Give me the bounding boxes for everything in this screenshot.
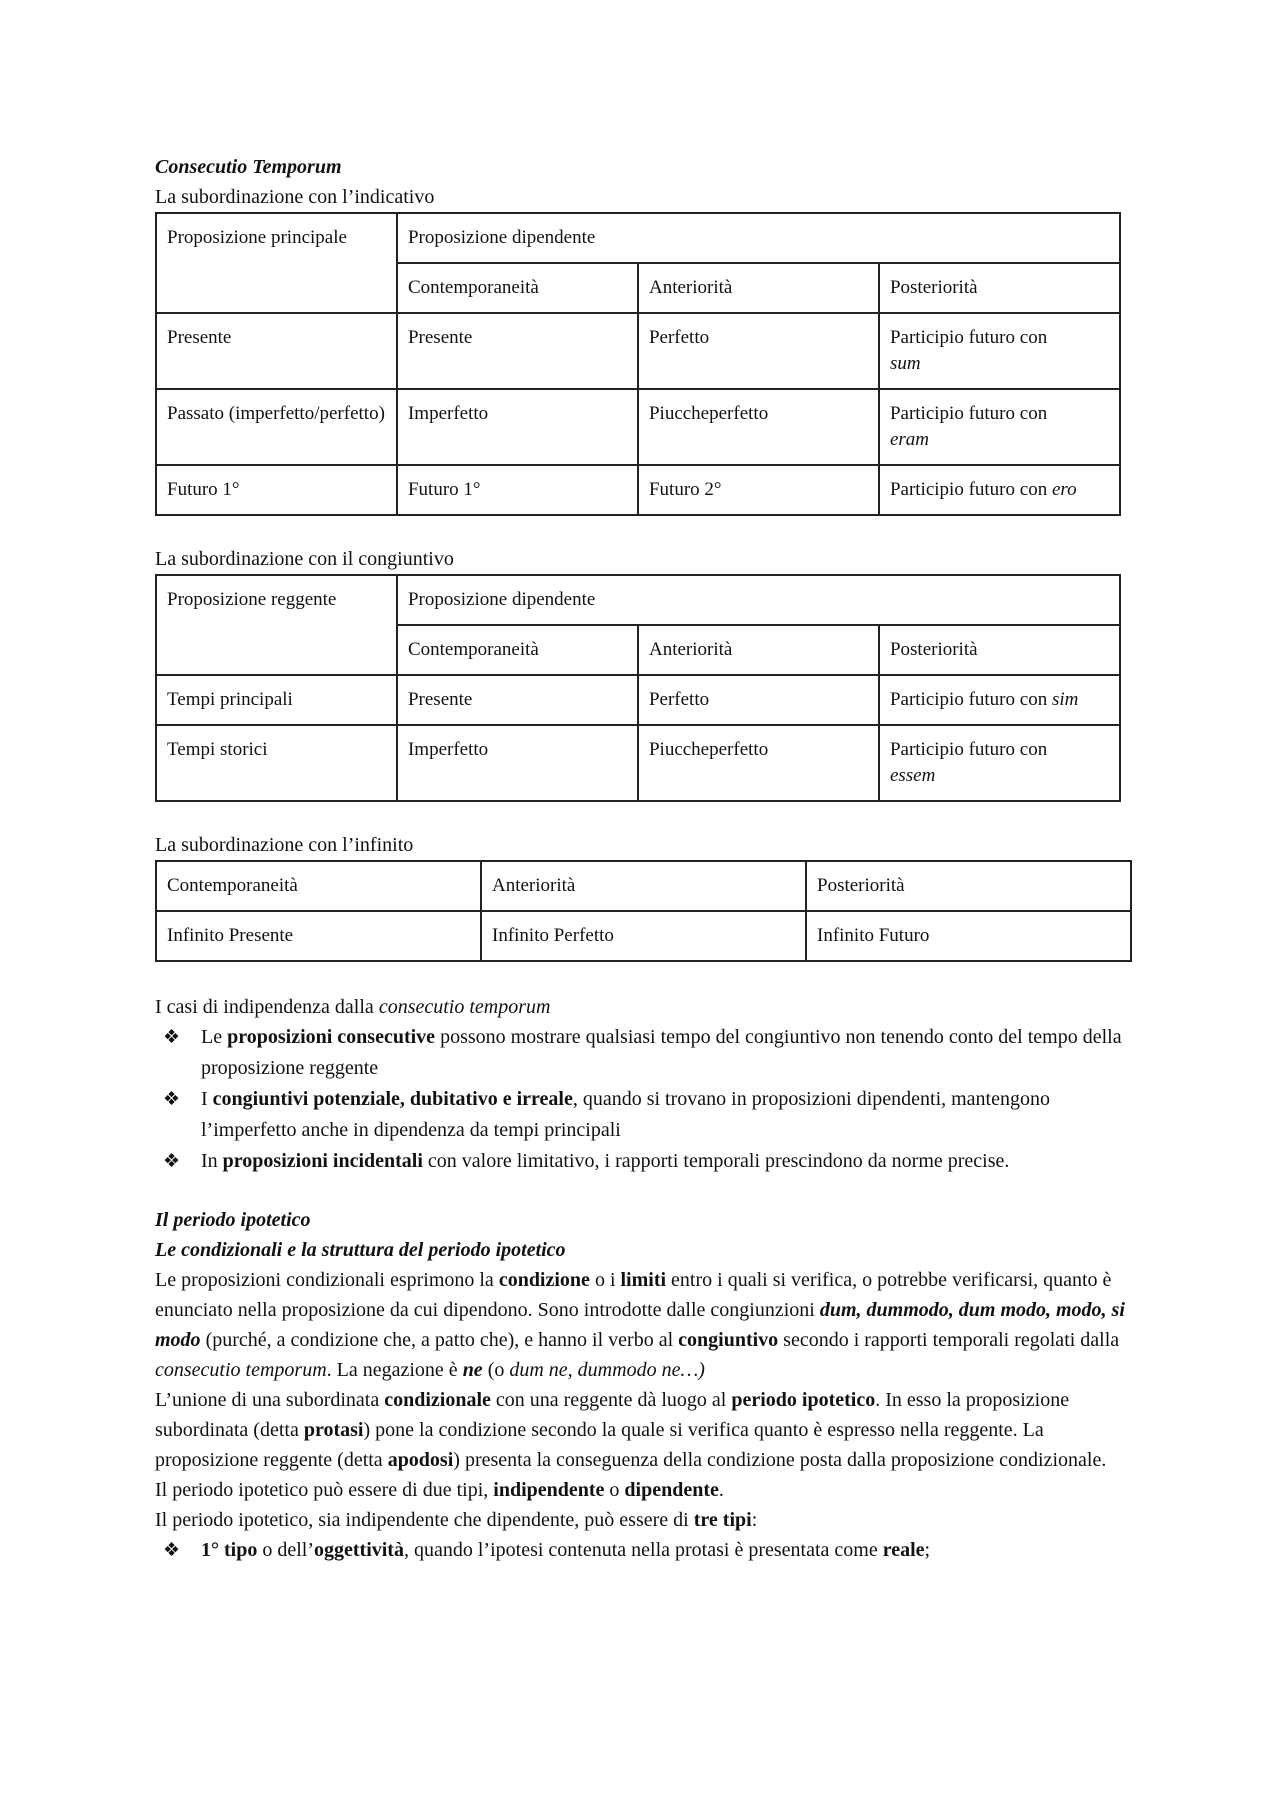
cell-main: Passato (imperfetto/perfetto) [156,389,397,465]
bold-text: condizione [498,1269,590,1291]
header-cell-main: Proposizione reggente [156,575,397,675]
text: L’unione di una subordinata [155,1389,380,1411]
text: Il periodo ipotetico può essere di due tipi, [155,1479,489,1501]
document-content [155,152,1130,1566]
cell-contemporaneita: Presente [397,313,638,389]
item-bold: proposizioni incidentali [222,1150,423,1172]
cell-text: Participio futuro con [889,327,1048,348]
text: . In esso la proposizione subordinata (detta [155,1389,1070,1441]
indipendenza-list [155,1022,1130,1177]
table-congiuntivo [155,574,1121,802]
cell-text: Participio futuro con [889,689,1048,710]
italic-text: dum ne, dummodo ne…) [509,1359,705,1381]
item-text: possono mostrare qualsiasi tempo del congiuntivo non tenendo conto del tempo della proposizione reggente [201,1026,1122,1079]
paragraph-unione [155,1385,1130,1475]
text: con una reggente dà luogo al [495,1389,727,1411]
text: Il periodo ipotetico, sia indipendente che dipendente, può essere di [155,1509,689,1531]
diamond-bullet-icon: ❖ [163,1089,181,1110]
bold-text: reale [882,1539,925,1561]
text: ) presenta la conseguenza della condizione posta dalla proposizione condizionale. [453,1449,1107,1471]
text: ) pone la condizione secondo la quale si verifica quanto è espresso nella reggente. La proposizione reggente (detta [155,1419,1044,1471]
item-text: I [201,1088,208,1110]
cell-main: Tempi storici [156,725,397,801]
header-cell-main: Proposizione principale [156,213,397,313]
text: o [609,1479,620,1501]
list-item [155,1022,1130,1084]
bold-italic-text: ne [462,1359,483,1381]
italic-text: consecutio temporum [155,1359,327,1381]
cell-text: Participio futuro con [889,479,1048,500]
cell-anteriorita: Piuccheperfetto [638,389,879,465]
table-header-row [156,213,1120,263]
table-row [156,675,1120,725]
item-bold: proposizioni consecutive [227,1026,436,1048]
text: ; [924,1539,931,1561]
subheader-contemporaneita: Contemporaneità [397,263,638,313]
subheader-posteriorita: Posteriorità [879,625,1120,675]
bold-text: congiuntivo [678,1329,779,1351]
bold-text: indipendente [493,1479,605,1501]
bold-italic-text: dum, dummodo, dum modo, modo, si modo [155,1299,1125,1351]
table-row [156,465,1120,515]
text: Le proposizioni condizionali esprimono la [155,1269,494,1291]
table-infinito [155,860,1132,962]
text: entro i quali si verifica, o potrebbe verificarsi, quanto è enunciato nella proposizione da cui dipendono. Sono introdotte dalle congiunzioni [155,1269,1112,1321]
header-cell-dependent: Proposizione dipendente [397,213,1120,263]
intro-infinito: La subordinazione con l’infinito [155,834,414,856]
bold-text: protasi [303,1419,364,1441]
paragraph-tre-tipi [155,1505,1130,1535]
intro-latin: consecutio temporum [378,996,551,1018]
section-title-consecutio: Consecutio Temporum [155,156,342,178]
bold-text: tre tipi [693,1509,752,1531]
tipi-list [155,1535,1130,1566]
cell-main: Tempi principali [156,675,397,725]
cell-posteriorita [879,313,1120,389]
text: . La negazione è [326,1359,458,1381]
text: . [718,1479,724,1501]
bold-text: dipendente [624,1479,719,1501]
diamond-bullet-icon: ❖ [163,1151,181,1172]
item-text: Le [201,1026,223,1048]
subheader-contemporaneita: Contemporaneità [397,625,638,675]
cell-infinito-presente: Infinito Presente [156,911,481,961]
cell-infinito-perfetto: Infinito Perfetto [481,911,806,961]
table-row [156,389,1120,465]
cell-main: Futuro 1° [156,465,397,515]
list-item [155,1535,1130,1566]
table-indicativo [155,212,1121,516]
text: , quando l’ipotesi contenuta nella protasi è presentata come [403,1539,878,1561]
cell-posteriorita [879,389,1120,465]
text: (purché, a condizione che, a patto che), e hanno il verbo al [205,1329,674,1351]
cell-main: Presente [156,313,397,389]
bold-text: limiti [620,1269,667,1291]
bold-text: apodosi [387,1449,454,1471]
cell-anteriorita: Perfetto [638,313,879,389]
cell-latin: ero [1051,479,1077,500]
diamond-bullet-icon: ❖ [163,1540,181,1561]
indipendenza-intro [155,992,1130,1022]
cell-posteriorita [879,465,1120,515]
cell-posteriorita [879,675,1120,725]
text: o i [594,1269,616,1291]
item-text: , quando si trovano in proposizioni dipendenti, mantengono l’imperfetto anche in dipendenza da tempi principali [201,1088,1050,1141]
text: : [751,1509,758,1531]
item-text: In [201,1150,218,1172]
item-text: con valore limitativo, i rapporti temporali prescindono da norme precise. [427,1150,1010,1172]
cell-text: Participio futuro con [889,739,1048,760]
text: (o [487,1359,505,1381]
cell-latin: eram [889,429,930,450]
cell-latin: essem [889,765,936,786]
header-cell-dependent: Proposizione dipendente [397,575,1120,625]
cell-latin: sim [1051,689,1079,710]
bold-text: periodo ipotetico [731,1389,876,1411]
cell-contemporaneita: Imperfetto [397,389,638,465]
subheader-posteriorita: Posteriorità [879,263,1120,313]
intro-congiuntivo: La subordinazione con il congiuntivo [155,548,454,570]
cell-anteriorita: Piuccheperfetto [638,725,879,801]
cell-anteriorita: Futuro 2° [638,465,879,515]
table-header-row [156,861,1131,911]
cell-anteriorita: Perfetto [638,675,879,725]
bold-text: oggettività [314,1539,404,1561]
paragraph-condizionali [155,1265,1130,1385]
section-subtitle-periodo: Le condizionali e la struttura del periodo ipotetico [155,1239,566,1261]
paragraph-tipi [155,1475,1130,1505]
cell-latin: sum [889,353,921,374]
header-anteriorita: Anteriorità [481,861,806,911]
table-row [156,911,1131,961]
text: o dell’ [262,1539,314,1561]
intro-text: I casi di indipendenza dalla [155,996,374,1018]
header-posteriorita: Posteriorità [806,861,1131,911]
subheader-anteriorita: Anteriorità [638,263,879,313]
table-header-row [156,575,1120,625]
cell-contemporaneita: Presente [397,675,638,725]
cell-text: Participio futuro con [889,403,1048,424]
item-bold: congiuntivi potenziale, dubitativo e irreale [212,1088,573,1110]
cell-contemporaneita: Imperfetto [397,725,638,801]
header-contemporaneita: Contemporaneità [156,861,481,911]
intro-indicativo: La subordinazione con l’indicativo [155,186,435,208]
list-item [155,1084,1130,1146]
section-title-periodo: Il periodo ipotetico [155,1209,311,1231]
bold-text: 1° tipo [201,1539,258,1561]
cell-infinito-futuro: Infinito Futuro [806,911,1131,961]
diamond-bullet-icon: ❖ [163,1027,181,1048]
cell-contemporaneita: Futuro 1° [397,465,638,515]
text: secondo i rapporti temporali regolati dalla [783,1329,1120,1351]
bold-text: condizionale [384,1389,491,1411]
cell-posteriorita [879,725,1120,801]
table-row [156,313,1120,389]
subheader-anteriorita: Anteriorità [638,625,879,675]
table-row [156,725,1120,801]
list-item [155,1146,1130,1177]
